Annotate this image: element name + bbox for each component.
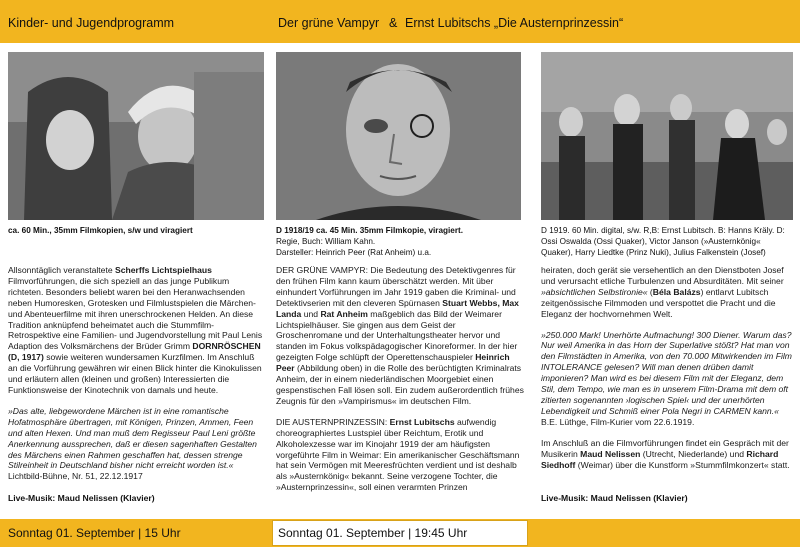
col2-paragraph-vampyr: DER GRÜNE VAMPYR: Die Bedeutung des Detektivgenres für den frühen Film kann kaum überschätzt werden. Mit über einhundert Vorführungen im Jahr 1919 gaben die Kriminal- und Detektivserien mit den cleveren Spürnasen Stuart Webbs, Max Landa und Rat Anheim maßgeblich das Bild der Weimarer Lichtspielhäuser. Sie gingen aus dem Geist der Groschenromane und der Unterhaltungstheater hervor und standen im Fokus volkspädagogischer Kinoreformer. In der hier gezeigten Folge schlüpft der Operettenschauspieler Heinrich Peer (Abbildung oben) in die Rolle des berüchtigten Kriminalrats Anheim, der in einem niederländischen Moorgebiet einen gespenstischen Fall lösen soll. Ein zudem außerordentlich frühes Zeugnis für den »Vampirismus« im deutschen Film.: [276, 265, 524, 406]
date-afternoon: Sonntag 01. September | 15 Uhr: [8, 526, 181, 540]
col2-paragraph-austern: DIE AUSTERNPRINZESSIN: Ernst Lubitschs aufwendig choreographiertes Lustspiel über Reichtum, Erotik und Alkoholexzesse war im Kinojahr 1919 der am häufigsten vorgeführte Film in Weimar: Ein amerikanischer Geschäftsmann hat sein Vermögen mit Meeresfrüchten verdient und ist deshalb als »Austernkönig« bekannt. Seine verzogene Tochter, die »Austernprinzessin«, soll einen verarmten Prinzen: [276, 416, 520, 493]
col1-quote: »Das alte, liebgewordene Märchen ist in eine romantische Hofatmosphäre übertragen, mit Königen, Prinzen, Ammen, Feen und alten Hexen. Und man muß dem Regisseur Paul Leni größte Anerkennung aussprechen, daß er diesen sagenhaften Gestalten des Märchens einen Rahmen geschaffen hat, dessen strenge Stilreinheit in Deutschland bisher nicht erreicht worden ist.« Lichtbild-Bühne, Nr. 51, 22.12.1917: [8, 405, 257, 482]
col3-live-music: Live-Musik: Maud Nelissen (Klavier): [541, 493, 688, 503]
film-title-austernprinzessin: Ernst Lubitschs „Die Austernprinzessin“: [405, 16, 624, 30]
col1-text: [8, 265, 264, 492]
col3-paragraph: heiraten, doch gerät sie versehentlich an den Dienstboten Josef und verursacht etliche Turbulenzen und Absurditäten. Mit seiner »absichtlichen Selbstironie« (Béla Balázs) entlarvt Lubitsch zeitgenössische Filmmoden und verspottet die Pracht und die Eleganz der hochvornehmen Welt.: [541, 265, 784, 319]
col2-caption: D 1918/19 ca. 45 Min. 35mm Filmkopie, viragiert. Regie, Buch: William Kahn. Darsteller: Heinrich Peer (Rat Anheim) u.a.: [276, 226, 464, 257]
col3-discussion: Im Anschluß an die Filmvorführungen findet ein Gespräch mit der Musikerin Maud Nelissen (Utrecht, Niederlande) und Richard Siedhoff (Weimar) über die Kunstform »Stummfilmkonzert« statt.: [541, 437, 790, 470]
col1-paragraph: Allsonntäglich veranstaltete Scherffs Lichtspielhaus Filmvorführungen, die sich speziell an das junge Publikum richteten. Besonders beliebt waren bei den Heranwachsenden neben Humoresken, Grotesken und Filmlustspielen die Märchen- und Abenteuerfilme mit ihren unerschrockenen Helden. An diese Tradition anknüpfend beheimatet auch die Stummfilm-Retrospektive eine Familien- und Jugendvorstellung mit Paul Lenis Adaption des Volksmärchens der Brüder Grimm DORNRÖSCHEN (D, 1917) sowie weiteren wundersamen Kurzfilmen. Im Anschluß an die Vorführung gewähren wir einen Blick hinter die Kinokulissen und erläutern allen (kleinen und großen) Interessierten die Funktionsweise der Kinotechnik von damals und heute.: [8, 265, 263, 395]
col1-caption: ca. 60 Min., 35mm Filmkopien, s/w und viragiert: [8, 226, 193, 235]
film-still-austernprinzessin: [541, 52, 793, 220]
portrait-heinrich-peer: [276, 52, 521, 220]
date-evening: Sonntag 01. September | 19:45 Uhr: [278, 526, 468, 540]
col1-live-music: Live-Musik: Maud Nelissen (Klavier): [8, 493, 155, 503]
ampersand: &: [389, 16, 398, 30]
col3-quote: »250.000 Mark! Unerhörte Aufmachung! 300 Diener. Warum das? Nur weil Amerika in das Horn der Superlative stößt? Hat man von den Filmstädten in Amerika, von den 70.000 Mitwirkenden im Film INTOLERANCE gelesen? Will man denen drüben damit imponieren? Man wird es bei diesem Film mit der Eleganz, dem Stil, dem Tempo, wie man es in unserem Film-Drama mit dem oft zitierten sogenannten ›logischen Spiel‹ und der unerhörten Lebendigkeit und Schmiß einer Pola Negri in CARMEN kann.« B.E. Lüthge, Film-Kurier vom 22.6.1919.: [541, 329, 792, 427]
col2-text: [276, 265, 524, 503]
film-still-fairy-tale-couple: [8, 52, 264, 220]
col3-caption: D 1919. 60 Min. digital, s/w. R,B: Ernst Lubitsch. B: Hanns Kräly. D: Ossi Oswalda (Ossi Quaker), Victor Janson (»Austernkönig« Quaker), Harry Liedtke (Prinz Nuki), Julius Falkenstein (Josef): [541, 226, 785, 257]
film-title-vampyr: Der grüne Vampyr: [278, 16, 380, 30]
col3-text: [541, 265, 793, 480]
program-title: Kinder- und Jugendprogramm: [8, 16, 175, 30]
